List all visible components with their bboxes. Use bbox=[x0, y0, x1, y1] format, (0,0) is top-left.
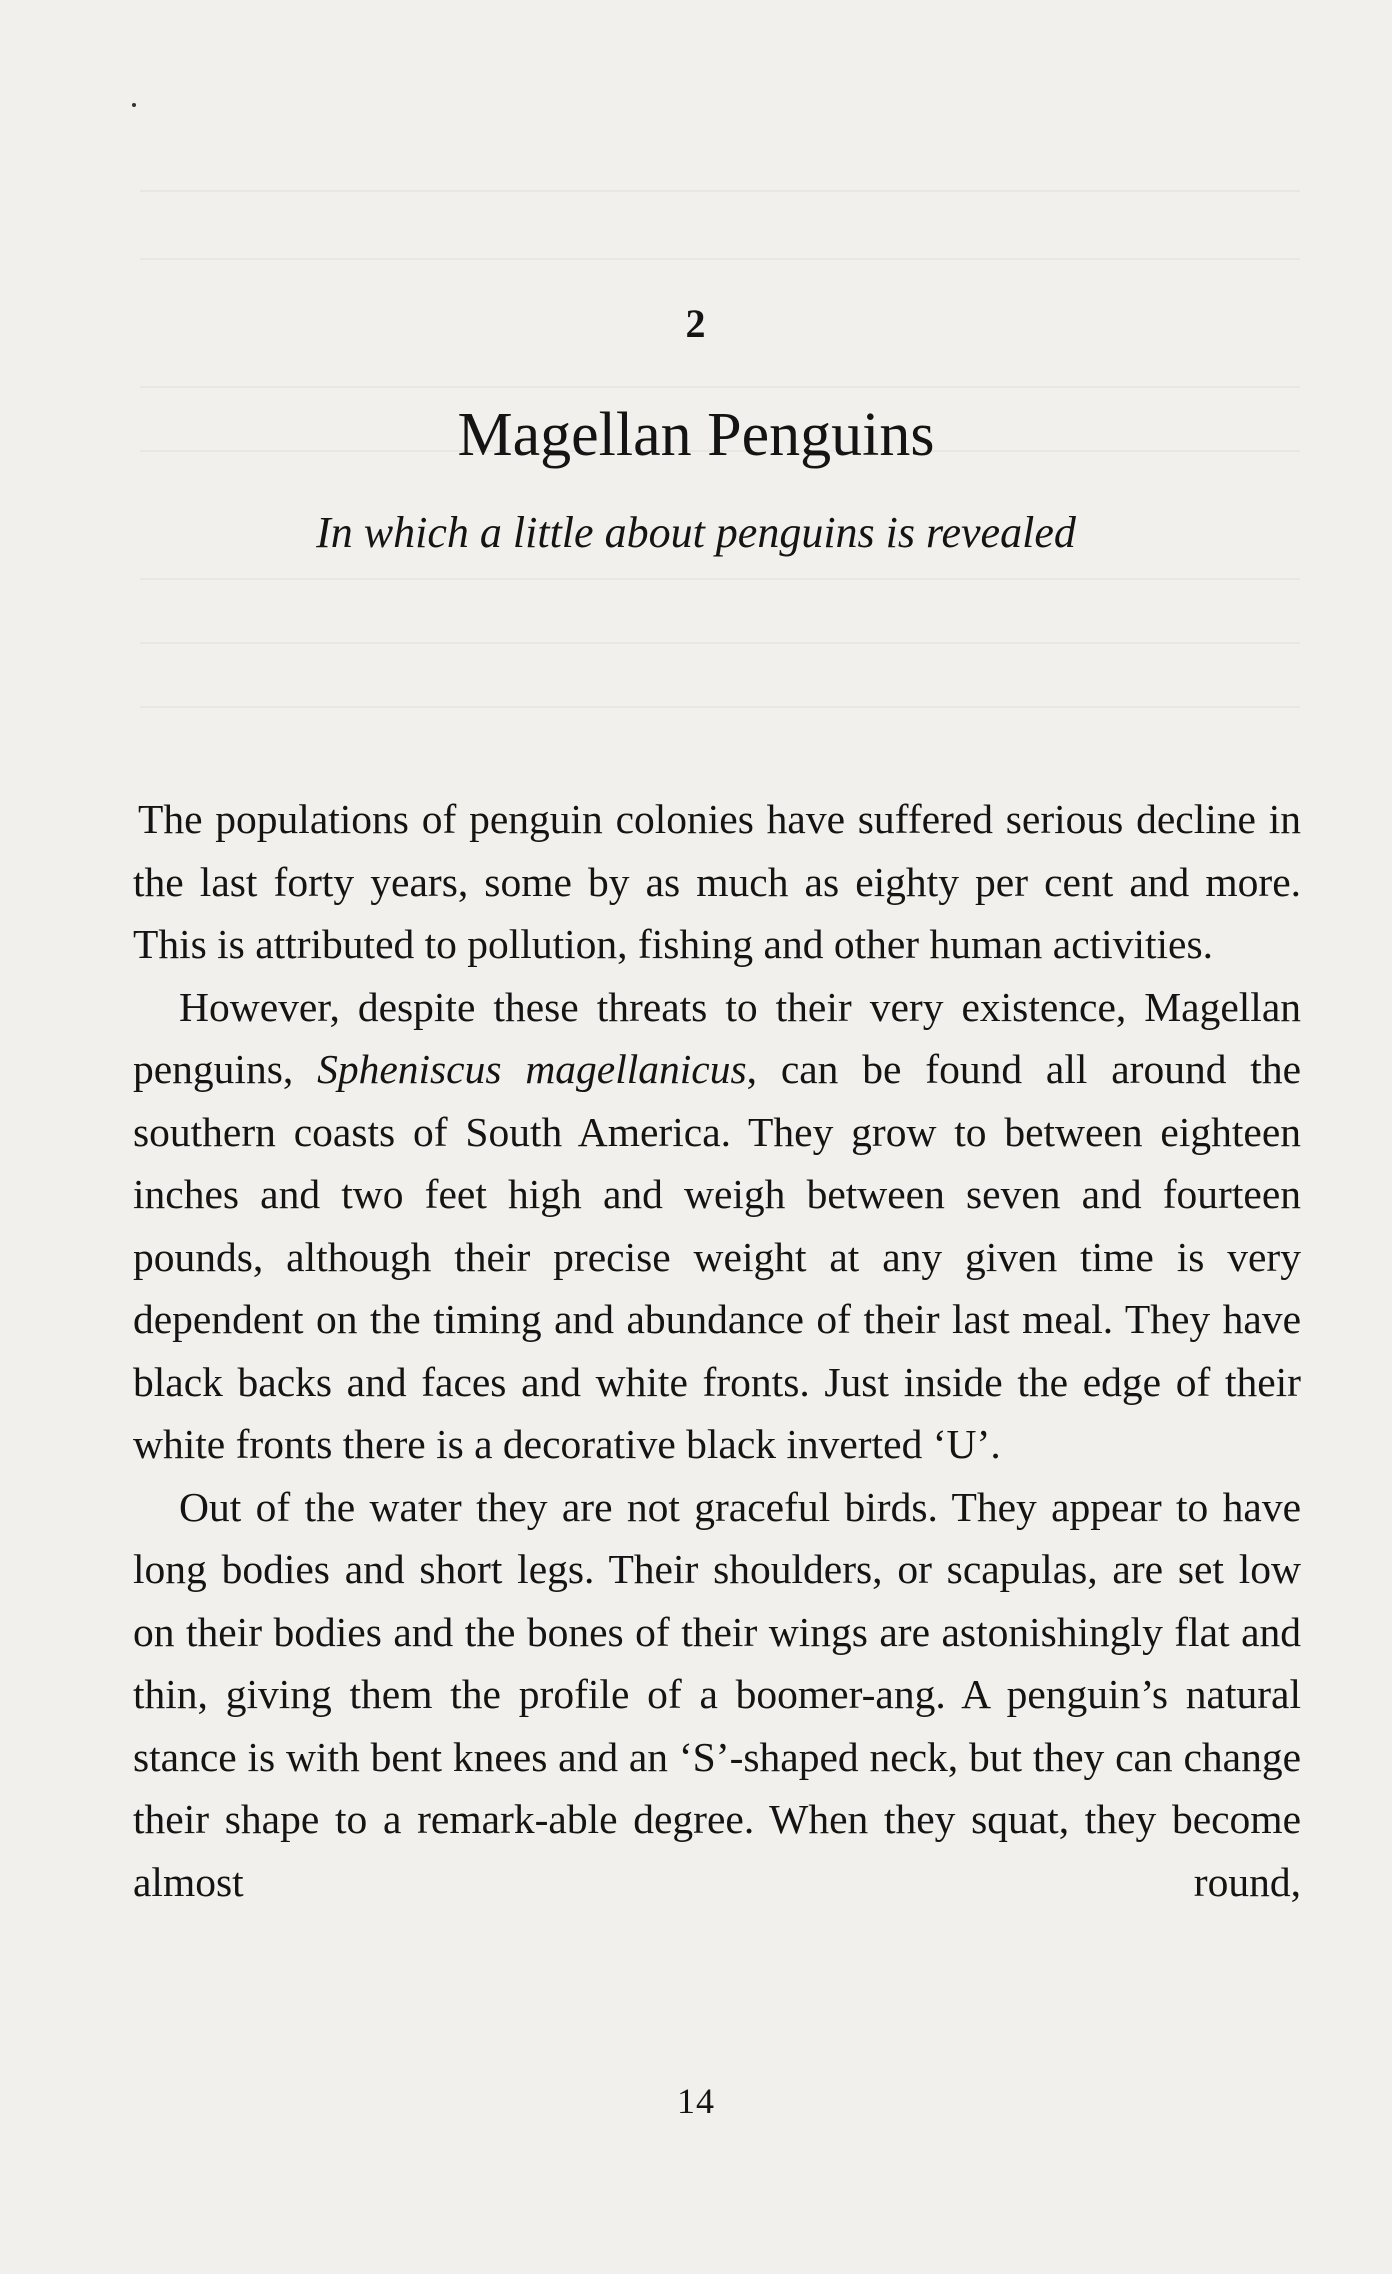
chapter-title: Magellan Penguins bbox=[457, 401, 935, 469]
chapter-subtitle: In which a little about penguins is revealed bbox=[316, 508, 1076, 557]
paragraph-3: Out of the water they are not graceful birds. They appear to have long bodies and short legs. Their shoulders, or scapulas, are set low on their bodies and the bones of their wings are astonishingly flat and thin, giving them the profile of a boomer-ang. A penguin’s natural stance is with bent knees and an ‘S’-shaped neck, but they can change their shape to a remark-able degree. When they squat, they become almost round, bbox=[133, 1483, 1301, 1905]
bleed-through-line bbox=[140, 578, 1300, 580]
paragraph-2-text-a: However, despite these threats to their very existence, Magellan penguins, bbox=[133, 983, 1301, 1092]
body-text bbox=[133, 788, 1301, 1913]
page-number: 14 bbox=[677, 2081, 715, 2121]
print-speck bbox=[132, 103, 136, 107]
bleed-through-line bbox=[140, 190, 1300, 192]
bleed-through-line bbox=[140, 642, 1300, 644]
chapter-number: 2 bbox=[685, 301, 707, 346]
paragraph-1: The populations of penguin colonies have suffered serious decline in the last forty years, some by as much as eighty per cent and more. This is attributed to pollution, fishing and other human activities. bbox=[133, 796, 1301, 967]
bleed-through-line bbox=[140, 258, 1300, 260]
paragraph-2 bbox=[133, 976, 1301, 1476]
paragraph-2-text-b: , can be found all around the southern coasts of South America. They grow to between eighteen inches and two feet high and weigh between seven and fourteen pounds, although their precise weight at any given time is very dependent on the timing and abundance of their last meal. They have black backs and faces and white fronts. Just inside the edge of their white fronts there is a decorative black inverted ‘U’. bbox=[133, 1046, 1301, 1467]
bleed-through-line bbox=[140, 386, 1300, 388]
bleed-through-line bbox=[140, 706, 1300, 708]
species-name: Spheniscus magellanicus bbox=[317, 1046, 747, 1092]
